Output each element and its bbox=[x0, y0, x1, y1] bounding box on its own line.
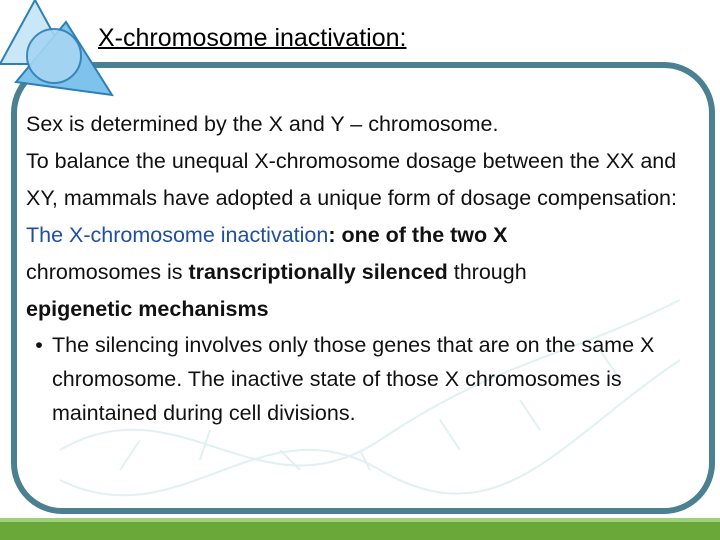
slide-title: X-chromosome inactivation: bbox=[98, 24, 407, 52]
bold-text-one-of-two: : one of the two X bbox=[328, 223, 508, 247]
paragraph-inactivation-definition bbox=[26, 217, 696, 328]
slide-body bbox=[26, 106, 696, 430]
circle-shape bbox=[27, 29, 81, 83]
plain-text-through: through bbox=[447, 260, 527, 284]
plain-text-chromosomes: chromosomes is bbox=[26, 260, 189, 284]
highlighted-term: The X-chromosome inactivation bbox=[26, 223, 329, 247]
grass-strip bbox=[0, 518, 720, 540]
corner-decoration bbox=[0, 0, 112, 95]
bold-text-epigenetic-mechanisms: epigenetic mechanisms bbox=[26, 297, 269, 321]
bullet-text: The silencing involves only those genes that are on the same X chromosome. The inactive state of those X chromosomes is maintained during cell divisions. bbox=[52, 333, 655, 425]
paragraph-sex-determination: Sex is determined by the X and Y – chromosome. bbox=[26, 112, 499, 136]
paragraph-dosage-balance: To balance the unequal X-chromosome dosage between the XX and XY, mammals have adopted a unique form of dosage compensation: bbox=[26, 149, 677, 210]
bold-text-transcriptionally-silenced: transcriptionally silenced bbox=[188, 260, 448, 284]
bullet-item bbox=[26, 328, 696, 430]
bullet-icon: • bbox=[35, 333, 43, 357]
